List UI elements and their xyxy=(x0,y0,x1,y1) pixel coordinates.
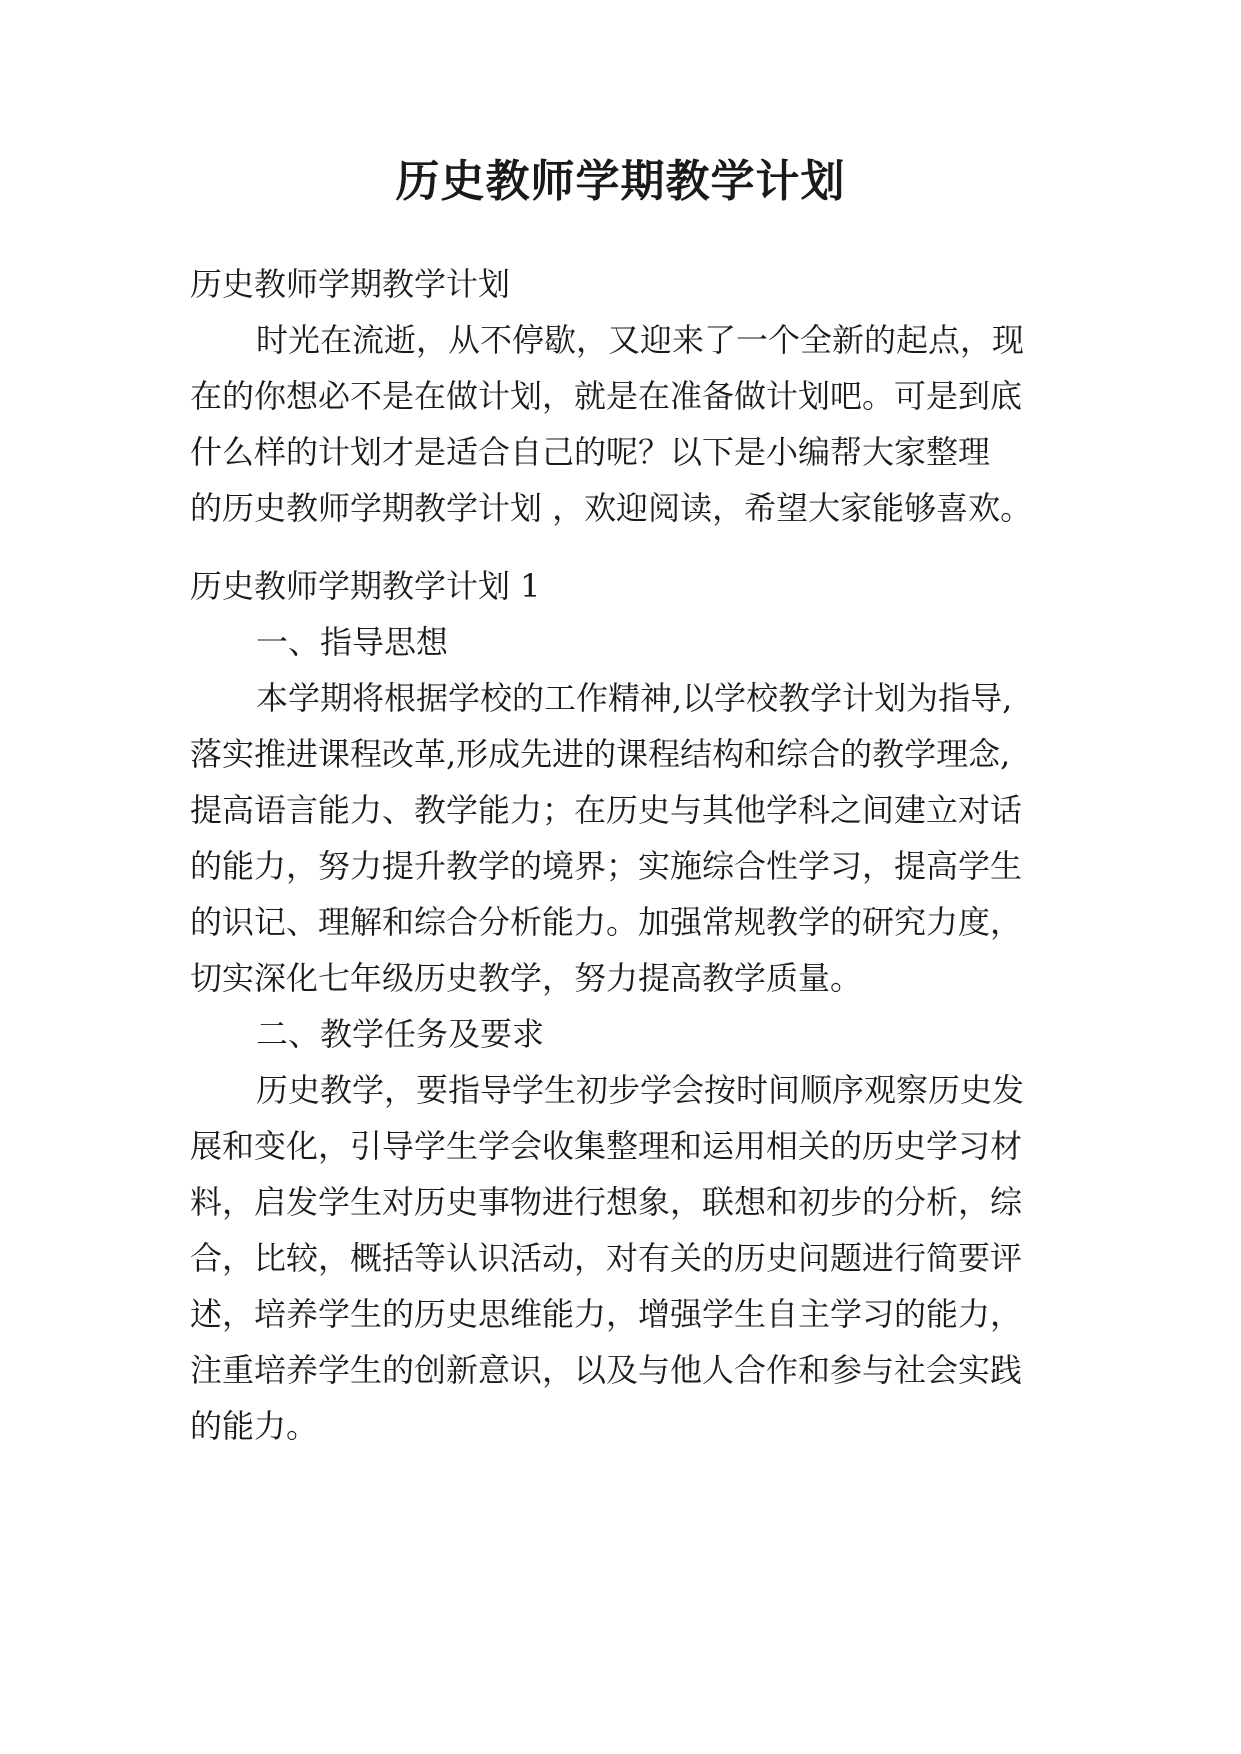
section-heading: 历史教师学期教学计划 1 xyxy=(190,567,541,605)
part1-line: 本学期将根据学校的工作精神,以学校教学计划为指导, xyxy=(256,679,1013,717)
intro-line: 什么样的计划才是适合自己的呢？以下是小编帮大家整理 xyxy=(190,433,991,471)
part1-line: 落实推进课程改革,形成先进的课程结构和综合的教学理念, xyxy=(190,735,1011,773)
part2-line: 展和变化，引导学生学会收集整理和运用相关的历史学习材 xyxy=(190,1127,1023,1165)
intro-line: 时光在流逝，从不停歇，又迎来了一个全新的起点，现 xyxy=(256,321,1025,359)
part2-line: 料，启发学生对历史事物进行想象，联想和初步的分析，综 xyxy=(190,1183,1023,1221)
part1-line: 的能力，努力提升教学的境界；实施综合性学习，提高学生 xyxy=(190,847,1023,885)
part2-heading: 二、教学任务及要求 xyxy=(256,1015,545,1053)
page-title: 历史教师学期教学计划 xyxy=(395,156,846,207)
intro-heading: 历史教师学期教学计划 xyxy=(190,265,511,303)
part1-heading: 一、指导思想 xyxy=(256,623,449,661)
intro-line: 在的你想必不是在做计划，就是在准备做计划吧。可是到底 xyxy=(190,377,1023,415)
part2-line: 合，比较，概括等认识活动，对有关的历史问题进行简要评 xyxy=(190,1239,1023,1277)
part1-line: 切实深化七年级历史教学，努力提高教学质量。 xyxy=(190,959,863,997)
part2-line: 注重培养学生的创新意识，以及与他人合作和参与社会实践 xyxy=(190,1351,1023,1389)
intro-line: 的历史教师学期教学计划 ，欢迎阅读，希望大家能够喜欢。 xyxy=(190,489,1033,527)
part1-line: 的识记、理解和综合分析能力。加强常规教学的研究力度， xyxy=(190,903,1023,941)
part2-line: 述，培养学生的历史思维能力，增强学生自主学习的能力， xyxy=(190,1295,1023,1333)
part1-line: 提高语言能力、教学能力；在历史与其他学科之间建立对话 xyxy=(190,791,1023,829)
part2-line: 历史教学，要指导学生初步学会按时间顺序观察历史发 xyxy=(256,1071,1025,1109)
part2-line: 的能力。 xyxy=(190,1407,319,1445)
